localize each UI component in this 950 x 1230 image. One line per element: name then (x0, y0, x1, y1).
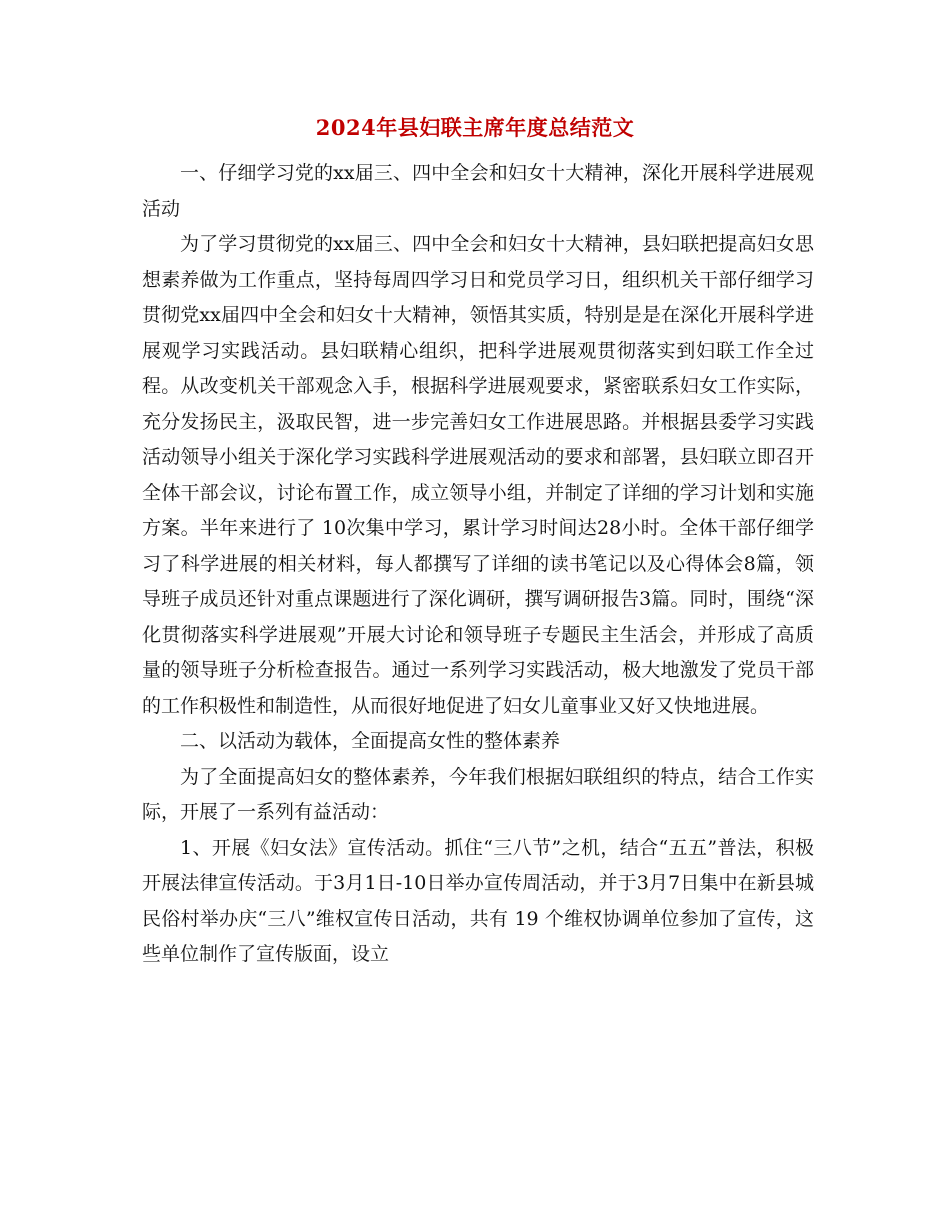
section-heading-2: 二、以活动为载体，全面提高女性的整体素养 (180, 730, 561, 752)
document-title: 2024年县妇联主席年度总结范文 (315, 115, 635, 140)
document-body (142, 156, 814, 973)
body-paragraph-2: 为了全面提高妇女的整体素养，今年我们根据妇联组织的特点，结合工作实际，开展了一系列有益活动： (142, 765, 814, 823)
body-paragraph-1: 为了学习贯彻党的xx届三、四中全会和妇女十大精神，县妇联把提高妇女思想素养做为工作重点，坚持每周四学习日和党员学习日，组织机关干部仔细学习贯彻党xx届四中全会和妇女十大精神，领悟其实质，特别是是在深化开展科学进展观学习实践活动。县妇联精心组织，把科学进展观贯彻落实到妇联工作全过程。从改变机关干部观念入手，根据科学进展观要求，紧密联系妇女工作实际，充分发扬民主，汲取民智，进一步完善妇女工作进展思路。并根据县委学习实践活动领导小组关于深化学习实践科学进展观活动的要求和部署，县妇联立即召开全体干部会议，讨论布置工作，成立领导小组，并制定了详细的学习计划和实施方案。半年来进行了 10次集中学习，累计学习时间达28小时。全体干部仔细学习了科学进展的相关材料，每人都撰写了详细的读书笔记以及心得体会8篇，领导班子成员还针对重点课题进行了深化调研，撰写调研报告3篇。同时，围绕“深化贯彻落实科学进展观”开展大讨论和领导班子专题民主生活会，并形成了高质量的领导班子分析检查报告。通过一系列学习实践活动，极大地激发了党员干部的工作积极性和制造性，从而很好地促进了妇女儿童事业又好又快地进展。 (142, 233, 814, 717)
section-heading-1: 一、仔细学习党的xx届三、四中全会和妇女十大精神，深化开展科学进展观活动 (142, 162, 814, 220)
body-paragraph-3: 1、开展《妇女法》宣传活动。抓住“三八节”之机，结合“五五”普法，积极开展法律宣传活动。于3月1日-10日举办宣传周活动，并于3月7日集中在新县城民俗村举办庆“三八”维权宣传日活动，共有 19 个维权协调单位参加了宣传，这些单位制作了宣传版面，设立 (142, 836, 814, 965)
